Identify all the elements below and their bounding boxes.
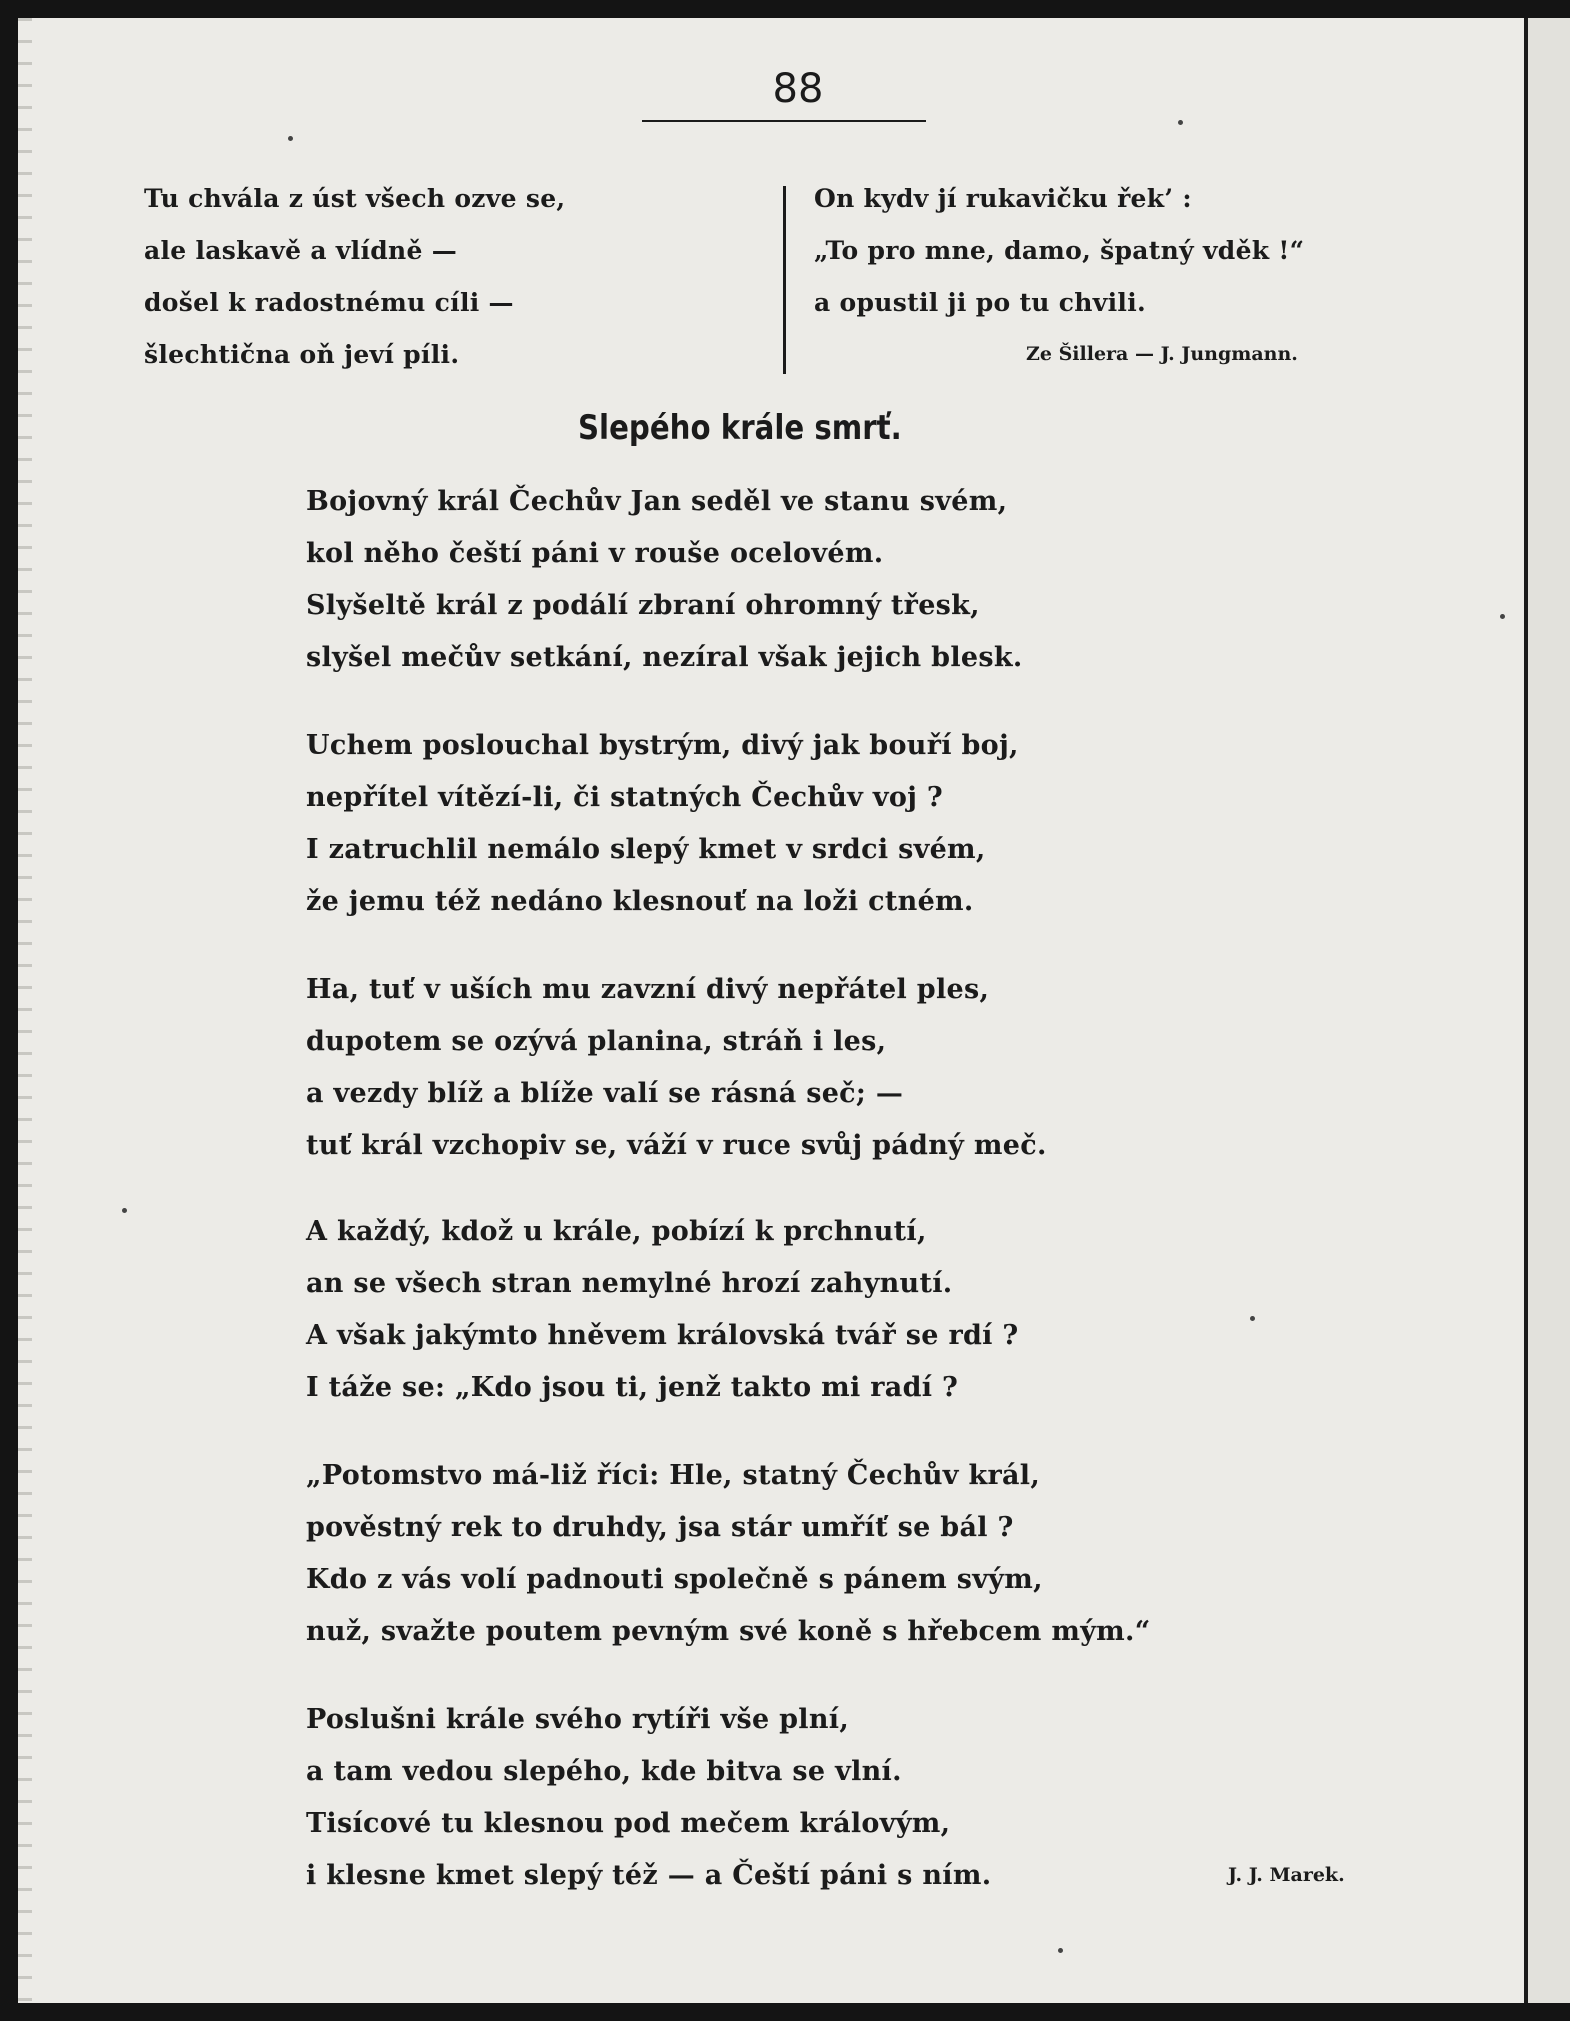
verse-line: „To pro mne, damo, špatný vděk !“ <box>814 236 1305 265</box>
column-divider <box>783 186 786 374</box>
verse-line: Kdo z vás volí padnouti společně s pánem svým, <box>306 1564 1043 1595</box>
verse-line: „Potomstvo má-liž říci: Hle, statný Čechův král, <box>306 1460 1041 1491</box>
verse-line: slyšel mečův setkání, nezíral však jejich blesk. <box>306 642 1023 673</box>
verse-line: i klesne kmet slepý též — a Čeští páni s ním. <box>306 1860 992 1891</box>
poem-title: Slepého krále smrť. <box>578 408 902 448</box>
verse-line: Ha, tuť v uších mu zavzní divý nepřátel ples, <box>306 974 990 1005</box>
scan-speck <box>1058 1948 1063 1953</box>
page-number: 88 <box>772 66 824 112</box>
verse-line: šlechtična oň jeví píli. <box>144 340 460 369</box>
verse-line: A však jakýmto hněvem královská tvář se rdí ? <box>306 1320 1019 1351</box>
scan-speck <box>1178 120 1183 125</box>
scan-speck <box>122 1208 127 1213</box>
verse-line: a tam vedou slepého, kde bitva se vlní. <box>306 1756 902 1787</box>
scan-speck <box>1500 614 1505 619</box>
verse-line: nuž, svažte poutem pevným své koně s hřebcem mým.“ <box>306 1616 1151 1647</box>
binding-edge <box>18 18 32 2003</box>
verse-line: pověstný rek to druhdy, jsa stár umříť se bál ? <box>306 1512 1014 1543</box>
bottom-attribution: J. J. Marek. <box>1228 1864 1345 1886</box>
verse-line: On kydv jí rukavičku řek’ : <box>814 184 1192 213</box>
verse-line: an se všech stran nemylné hrozí zahynutí. <box>306 1268 953 1299</box>
top-attribution: Ze Šillera — J. Jungmann. <box>1026 343 1298 365</box>
verse-line: Bojovný král Čechův Jan seděl ve stanu svém, <box>306 486 1008 517</box>
scanned-page <box>18 18 1524 2003</box>
verse-line: došel k radostnému cíli — <box>144 288 514 317</box>
verse-line: Uchem poslouchal bystrým, divý jak bouří boj, <box>306 730 1019 761</box>
adjacent-page-edge <box>1524 18 1570 2003</box>
verse-line: dupotem se ozývá planina, stráň i les, <box>306 1026 887 1057</box>
verse-line: ale laskavě a vlídně — <box>144 236 458 265</box>
verse-line: že jemu též nedáno klesnouť na loži ctném. <box>306 886 974 917</box>
verse-line: Slyšeltě král z podálí zbraní ohromný třesk, <box>306 590 980 621</box>
verse-line: Tisícové tu klesnou pod mečem královým, <box>306 1808 951 1839</box>
verse-line: I táže se: „Kdo jsou ti, jenž takto mi radí ? <box>306 1372 959 1403</box>
verse-line: Poslušni krále svého rytíři vše plní, <box>306 1704 850 1735</box>
verse-line: Tu chvála z úst všech ozve se, <box>144 184 566 213</box>
verse-line: tuť král vzchopiv se, váží v ruce svůj pádný meč. <box>306 1130 1047 1161</box>
verse-line: I zatruchlil nemálo slepý kmet v srdci svém, <box>306 834 986 865</box>
scan-speck <box>288 136 293 141</box>
verse-line: kol něho čeští páni v rouše ocelovém. <box>306 538 884 569</box>
scan-speck <box>1250 1316 1255 1321</box>
verse-line: A každý, kdož u krále, pobízí k prchnutí, <box>306 1216 927 1247</box>
page-number-rule <box>642 120 926 122</box>
verse-line: a opustil ji po tu chvili. <box>814 288 1147 317</box>
verse-line: nepřítel vítězí-li, či statných Čechův voj ? <box>306 782 944 813</box>
verse-line: a vezdy blíž a blíže valí se rásná seč; — <box>306 1078 904 1109</box>
